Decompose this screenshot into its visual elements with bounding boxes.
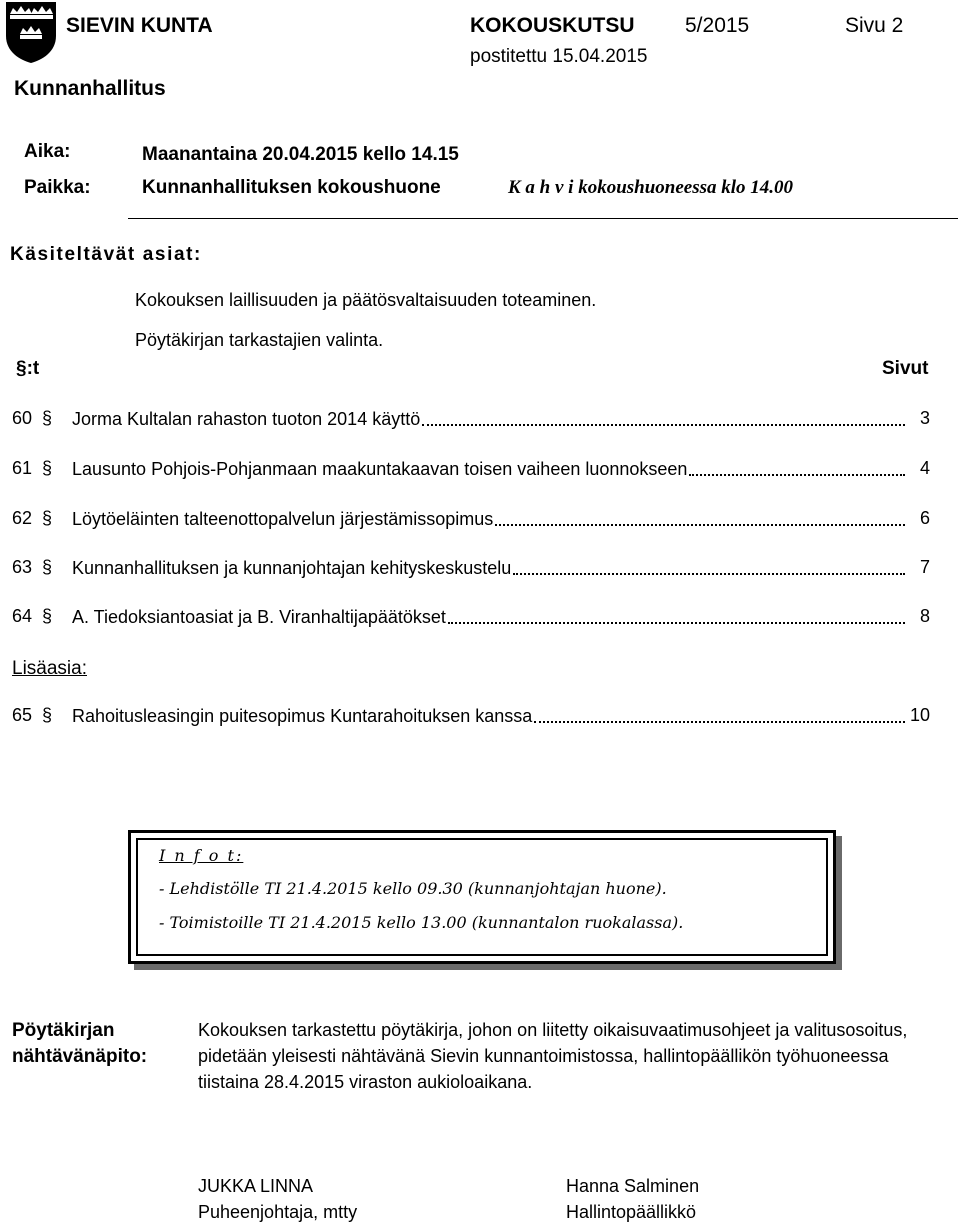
- item-title: Löytöeläinten talteenottopalvelun järjestämissopimus: [72, 509, 494, 529]
- agenda-row: [12, 555, 930, 581]
- posted-date: postitettu 15.04.2015: [470, 46, 648, 67]
- minutes-label-line2: nähtävänäpito:: [12, 1046, 148, 1067]
- additional-items-label: Lisäasia:: [12, 658, 87, 679]
- dot-leader: [495, 524, 905, 526]
- dot-leader: [448, 622, 905, 624]
- agenda-row: [12, 703, 930, 729]
- section-sign-icon: §: [42, 458, 53, 478]
- item-number: 61: [12, 458, 33, 478]
- minutes-text: Kokouksen tarkastettu pöytäkirja, johon on liitetty oikaisuvaatimusohjeet ja valitusosoitus,: [198, 1020, 908, 1040]
- item-page: 3: [919, 408, 930, 428]
- item-number: 62: [12, 508, 33, 528]
- dot-leader: [534, 721, 905, 723]
- agenda-row: [12, 406, 930, 432]
- minutes-text: pidetään yleisesti nähtävänä Sievin kunnantoimistossa, hallintopäällikön työhuoneessa: [198, 1046, 889, 1066]
- info-heading: I n f o t:: [159, 846, 244, 865]
- item-title: A. Tiedoksiantoasiat ja B. Viranhaltijapäätökset: [72, 607, 446, 627]
- divider: [128, 218, 958, 219]
- item-title: Lausunto Pohjois-Pohjanmaan maakuntakaavan toisen vaiheen luonnokseen: [72, 459, 688, 479]
- section-sign-icon: §: [42, 606, 53, 626]
- section-column-label: §:t: [16, 358, 40, 379]
- minutes-text: tiistaina 28.4.2015 viraston aukioloaikana.: [198, 1072, 533, 1092]
- municipal-coat-of-arms-icon: [4, 0, 58, 64]
- item-number: 60: [12, 408, 33, 428]
- item-page: 10: [909, 705, 930, 725]
- municipality-name: SIEVIN KUNTA: [66, 14, 213, 37]
- document-type: KOKOUSKUTSU: [470, 14, 635, 37]
- time-label: Aika:: [24, 141, 71, 162]
- item-number: 64: [12, 606, 33, 626]
- section-sign-icon: §: [42, 705, 53, 725]
- item-page: 7: [919, 557, 930, 577]
- page-number: Sivu 2: [845, 14, 904, 37]
- item-number: 65: [12, 705, 33, 725]
- item-page: 6: [919, 508, 930, 528]
- time-value: Maanantaina 20.04.2015 kello 14.15: [142, 144, 459, 165]
- item-number: 63: [12, 557, 33, 577]
- info-box: [128, 830, 836, 964]
- agenda-heading: Käsiteltävät asiat:: [10, 244, 202, 265]
- coffee-note: K a h v i kokoushuoneessa klo 14.00: [508, 177, 794, 198]
- dot-leader: [689, 474, 905, 476]
- chair-title: Puheenjohtaja, mtty: [198, 1202, 358, 1222]
- item-title: Kunnanhallituksen ja kunnanjohtajan kehityskeskustelu: [72, 558, 512, 578]
- item-title: Jorma Kultalan rahaston tuoton 2014 käyttö: [72, 409, 421, 429]
- agenda-row: [12, 456, 930, 482]
- dot-leader: [422, 424, 905, 426]
- pages-column-label: Sivut: [882, 358, 929, 379]
- section-sign-icon: §: [42, 557, 53, 577]
- chair-name: JUKKA LINNA: [198, 1176, 314, 1196]
- minutes-label-line1: Pöytäkirjan: [12, 1020, 115, 1041]
- place-label: Paikka:: [24, 177, 91, 198]
- secretary-title: Hallintopäällikkö: [566, 1202, 697, 1222]
- section-sign-icon: §: [42, 508, 53, 528]
- prelim-item: Pöytäkirjan tarkastajien valinta.: [135, 330, 384, 350]
- item-page: 4: [919, 458, 930, 478]
- info-line: - Lehdistölle TI 21.4.2015 kello 09.30 (kunnanjohtajan huone).: [159, 879, 667, 898]
- prelim-item: Kokouksen laillisuuden ja päätösvaltaisuuden toteaminen.: [135, 290, 597, 310]
- agenda-row: [12, 604, 930, 630]
- agenda-row: [12, 506, 930, 532]
- place-value: Kunnanhallituksen kokoushuone: [142, 177, 441, 198]
- info-line: - Toimistoille TI 21.4.2015 kello 13.00 (kunnantalon ruokalassa).: [159, 913, 684, 932]
- meeting-number: 5/2015: [685, 14, 750, 37]
- item-page: 8: [919, 606, 930, 626]
- secretary-name: Hanna Salminen: [566, 1176, 700, 1196]
- dot-leader: [513, 573, 905, 575]
- governing-body: Kunnanhallitus: [14, 77, 166, 100]
- section-sign-icon: §: [42, 408, 53, 428]
- item-title: Rahoitusleasingin puitesopimus Kuntarahoituksen kanssa: [72, 706, 533, 726]
